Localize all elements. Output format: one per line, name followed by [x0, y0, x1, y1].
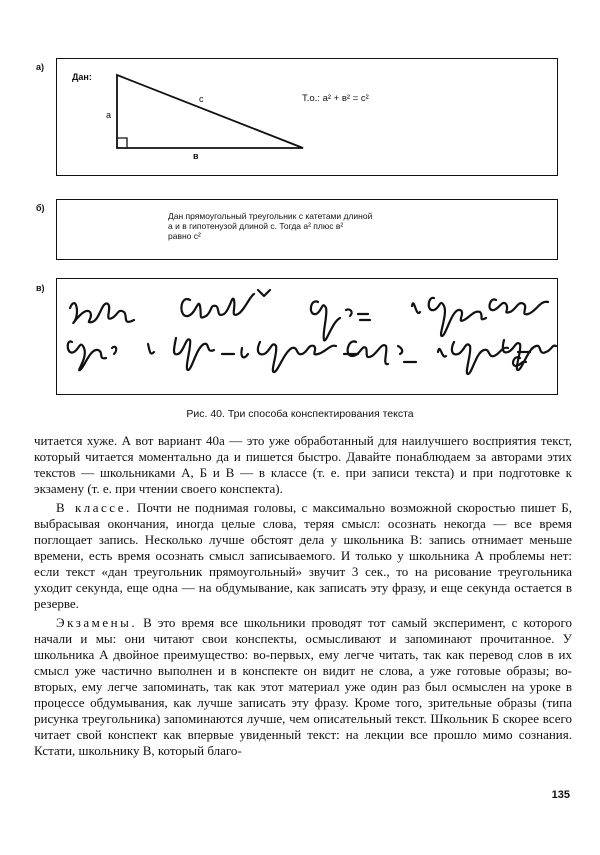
panel-a-label: а)	[36, 62, 45, 72]
handwriting-stroke	[503, 340, 556, 370]
section-heading-exams: Экзамены.	[56, 615, 138, 630]
side-b-label: в	[193, 151, 199, 161]
verbal-line: a и в гипотенузой длиной с. Тогда a² плюс в²	[168, 221, 344, 231]
right-angle-mark	[117, 138, 127, 148]
body-text	[34, 433, 572, 762]
triangle-diagram	[0, 0, 600, 200]
handwriting-stroke	[412, 298, 486, 336]
handwritten-shorthand-notes	[56, 278, 558, 395]
handwriting-stroke	[70, 303, 134, 323]
handwriting-stroke	[241, 342, 358, 372]
handwriting-stroke	[148, 338, 234, 370]
paragraph	[34, 615, 572, 759]
handwriting-stroke	[181, 290, 270, 318]
pythagoras-formula: Т.о.: a² + в² = c²	[302, 93, 369, 104]
given-label: Дан:	[72, 72, 92, 82]
side-c-label: с	[199, 94, 204, 104]
section-heading-in-class: В классе.	[56, 500, 132, 515]
side-a-label: а	[106, 110, 112, 120]
verbal-notes	[168, 211, 468, 241]
panel-b-label: б)	[36, 203, 45, 213]
paragraph: читается хуже. А вот вариант 40а — это уже обработанный для наилучшего восприятия текст, который читается моментально да и пишется быстро. Давайте понаблюдаем за авторами этих текстов — школьниками А, Б и В — в классе (т. е. при записи текста) и при подготовке к экзамену (т. е. при чтении своего конспекта).	[34, 433, 572, 496]
paragraph-text: В это время все школьники проводят тот самый эксперимент, с которого начали и мы: они читают свои конспекты, осмысливают и запоминают прочитанное. У школьника А двойное преимущество: во-первых, ему легче читать, так как перевод слов в их смысл уже частично выполнен и в конспекте он видит не слова, а уже готовые образы; во-вторых, ему легче запоминать, так как этот материал уже один раз был осмыслен на уроке в процессе обдумывания, как лучше записать эту фразу. Кроме того, зрительные образы (типа рисунка треугольника) запоминаются лучше, чем описательный текст. Школьник Б скорее всего читает свой конспект как впервые увиденный текст: на лекции все прошло мимо сознания. Кстати, школьнику В, который благо-	[34, 615, 572, 758]
right-triangle	[117, 75, 303, 148]
handwriting-stroke	[490, 299, 548, 314]
page-number: 135	[551, 789, 570, 801]
figure-caption: Рис. 40. Три способа конспектирования текста	[186, 408, 414, 420]
panel-c-label: в)	[36, 283, 45, 293]
verbal-line: равно c²	[168, 231, 201, 241]
verbal-line: Дан прямоугольный треугольник с катетами длиной	[168, 211, 373, 221]
handwriting-stroke	[311, 301, 370, 340]
handwriting-stroke	[348, 341, 416, 364]
paragraph	[34, 500, 572, 612]
handwriting-stroke	[68, 341, 116, 370]
paragraph-text: Почти не поднимая головы, с максимально возможной скоростью пишет Б, выбрасывая окончания, иногда целые слова, теряя смысл: осознать некогда — все время поглощает запись. Несколько лучше обстоят дела у школьника В: запись отнимает меньше времени, есть время осознать смысл записываемого. И только у школьника А проблемы нет: если текст «дан треугольник прямоугольный» звучит 3 сек., то на рисование треугольника уходит секунда, еще одна — на обдумывание, как записать эту фразу, и еще секунда остается в резерве.	[34, 500, 572, 611]
